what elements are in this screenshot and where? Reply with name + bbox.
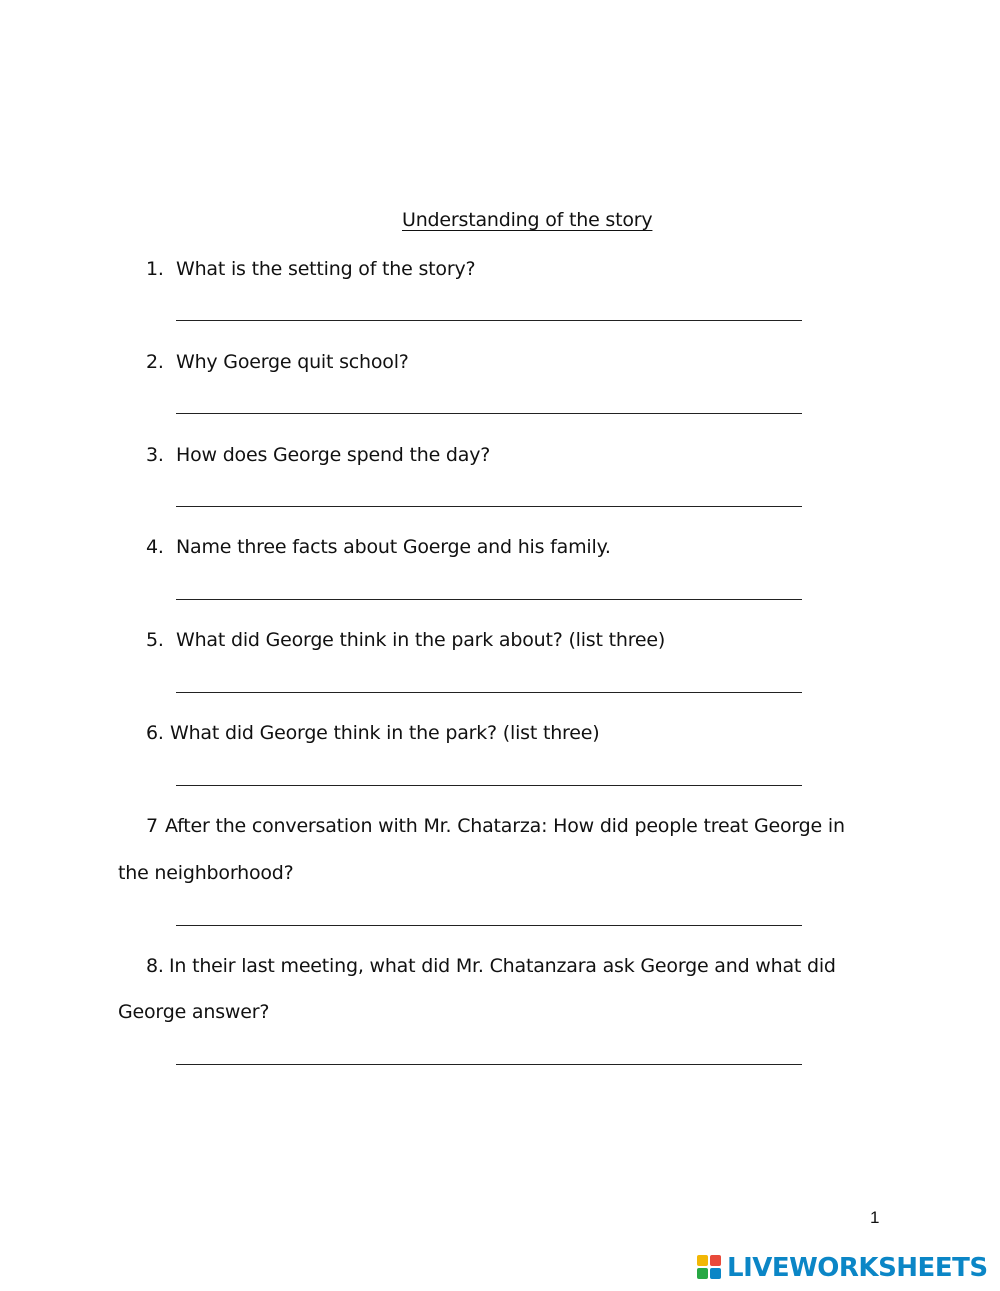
question-7-continued: the neighborhood? [118,862,294,884]
answer-line-6 [176,785,802,786]
answer-field-2[interactable] [176,386,810,412]
answer-line-3 [176,506,802,507]
answer-line-7 [176,925,802,926]
worksheet-title [344,209,652,231]
page-number: 1 [870,1208,880,1227]
answer-field-8[interactable] [176,1037,810,1063]
question-1: 1. What is the setting of the story? [146,258,476,280]
brand-blocks-icon [697,1255,723,1281]
question-2: 2. Why Goerge quit school? [146,351,409,373]
answer-field-5[interactable] [176,665,810,691]
title-text: Understanding of the story [402,209,653,231]
answer-field-4[interactable] [176,572,810,598]
question-3: 3. How does George spend the day? [146,444,491,466]
answer-field-3[interactable] [176,479,810,505]
answer-line-2 [176,413,802,414]
question-8: 8. In their last meeting, what did Mr. Chatanzara ask George and what did [146,955,836,977]
question-5: 5. What did George think in the park about? (list three) [146,629,666,651]
brand-name: LIVEWORKSHEETS [727,1253,988,1283]
answer-line-5 [176,692,802,693]
answer-line-8 [176,1064,802,1065]
question-7: 7 After the conversation with Mr. Chatarza: How did people treat George in [146,815,845,837]
answer-field-6[interactable] [176,758,810,784]
answer-field-1[interactable] [176,293,810,319]
question-8-continued: George answer? [118,1001,270,1023]
answer-line-1 [176,320,802,321]
answer-field-7[interactable] [176,898,810,924]
question-4: 4. Name three facts about Goerge and his family. [146,536,611,558]
answer-line-4 [176,599,802,600]
liveworksheets-logo[interactable] [697,1252,988,1284]
question-6: 6. What did George think in the park? (list three) [146,722,600,744]
